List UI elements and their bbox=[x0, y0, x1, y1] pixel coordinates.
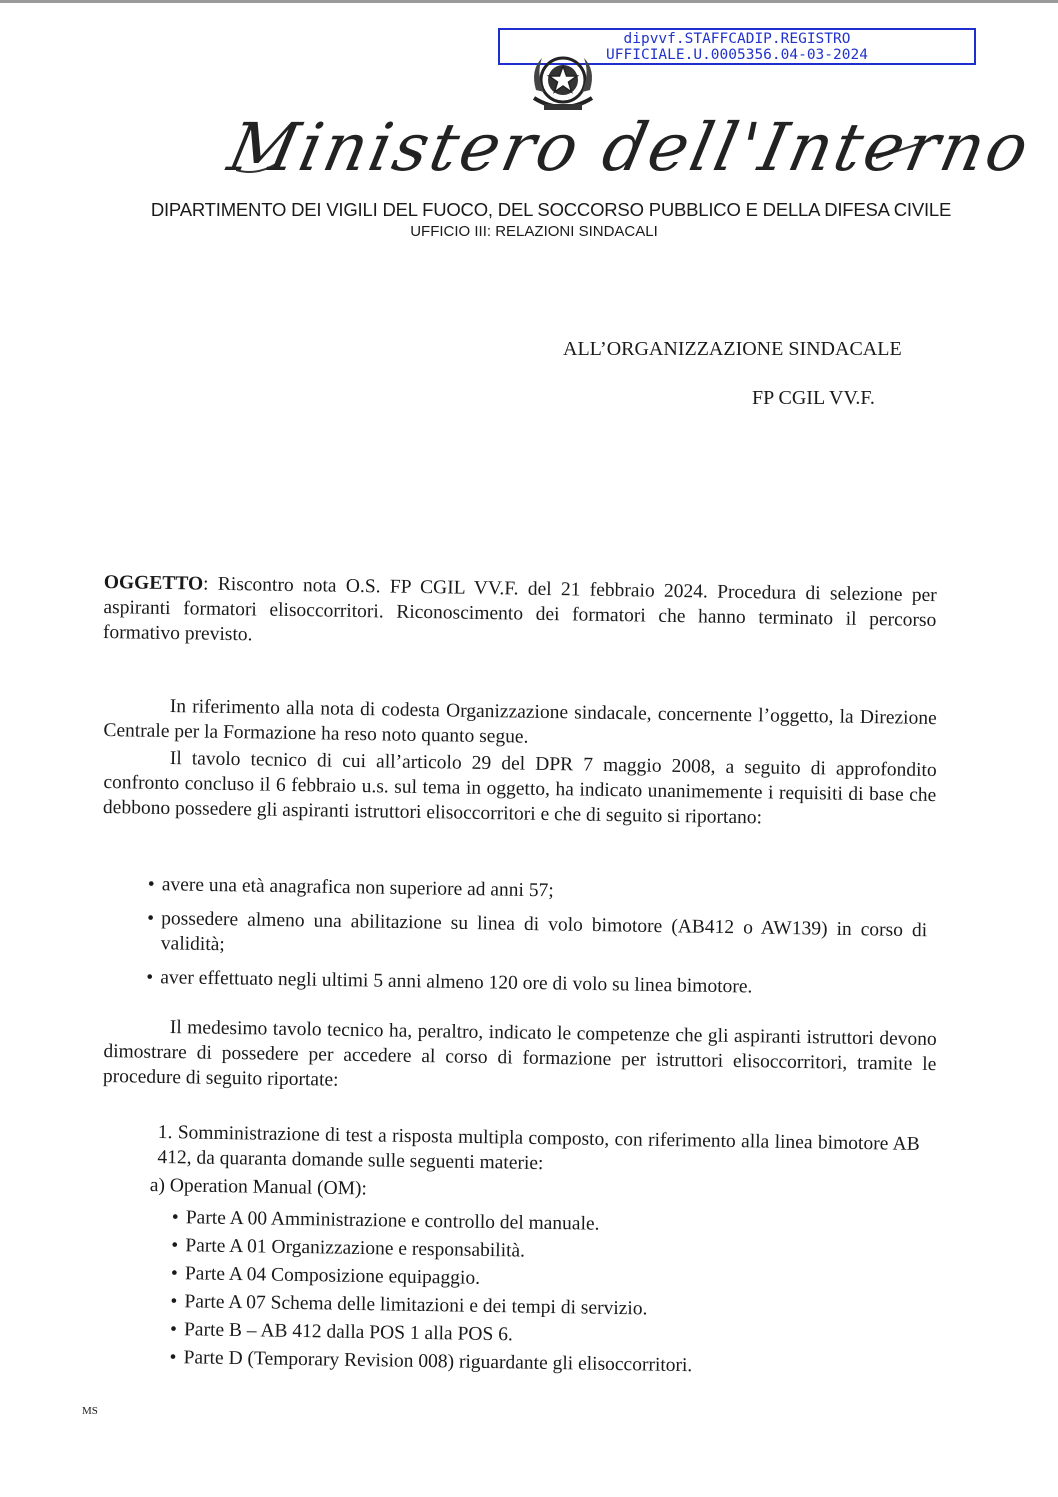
paragraph-1: In riferimento alla nota di codesta Organizzazione sindacale, concernente l’oggetto, la Direzione Centrale per la Formazione ha reso noto quanto segue. bbox=[103, 696, 937, 748]
list-item: • aver effettuato negli ultimi 5 anni almeno 120 ore di volo su linea bimotore. bbox=[146, 966, 753, 998]
stamp-line-1: dipvvf.STAFFCADIP.REGISTRO bbox=[623, 31, 851, 47]
bullet-icon: • bbox=[147, 907, 155, 930]
bullet-icon: • bbox=[147, 873, 155, 896]
ministry-title bbox=[221, 108, 1038, 188]
author-initials: MS bbox=[82, 1405, 98, 1417]
office-name: UFFICIO III: RELAZIONI SINDACALI bbox=[410, 223, 658, 240]
recipient-organization: ALL’ORGANIZZAZIONE SINDACALE bbox=[563, 338, 902, 360]
recipient-name: FP CGIL VV.F. bbox=[752, 387, 875, 409]
paragraph-3: Il medesimo tavolo tecnico ha, peraltro, indicato le competenze che gli aspiranti istruttori devono dimostrare di possedere per accedere al corso di formazione per istruttori elisoccorritori, tramite le procedure di seguito riportate: bbox=[102, 1017, 937, 1091]
subject-label: OGGETTO bbox=[103, 571, 204, 595]
list-item: • Parte B – AB 412 dalla POS 1 alla POS 6. bbox=[169, 1318, 513, 1346]
list-item: • Parte A 01 Organizzazione e responsabilità. bbox=[171, 1234, 526, 1262]
bullet-icon: • bbox=[171, 1234, 179, 1257]
list-item: • Parte A 04 Composizione equipaggio. bbox=[170, 1262, 481, 1289]
om-parts-list bbox=[169, 1205, 872, 1384]
bullet-icon: • bbox=[169, 1346, 177, 1369]
numbered-item-1 bbox=[157, 1120, 920, 1182]
subject-paragraph bbox=[103, 570, 937, 658]
sub-item-a: a) Operation Manual (OM): bbox=[149, 1174, 368, 1200]
bullet-icon: • bbox=[146, 966, 154, 989]
bullet-icon: • bbox=[169, 1318, 178, 1341]
department-name: DIPARTIMENTO DEI VIGILI DEL FUOCO, DEL SOCCORSO PUBBLICO E DELLA DIFESA CIVILE bbox=[150, 199, 952, 220]
list-item: • avere una età anagrafica non superiore ad anni 57; bbox=[147, 873, 554, 902]
subject-text: : Riscontro nota O.S. FP CGIL VV.F. del 21 febbraio 2024. Procedura di selezione per aspiranti formatori elisoccorritori. Riconoscimento dei formatori che hanno terminato il percorso formativo previsto. bbox=[102, 573, 937, 646]
list-item: • Parte D (Temporary Revision 008) riguardante gli elisoccorritori. bbox=[169, 1346, 693, 1377]
stamp-line-2: UFFICIALE.U.0005356.04-03-2024 bbox=[606, 47, 868, 63]
numbered-item-text: 1. Somministrazione di test a risposta multipla composto, con riferimento alla linea bimotore AB 412, da quaranta domande sulle seguenti materie: bbox=[157, 1121, 920, 1175]
ministry-title-text: Ministero dell'Interno bbox=[221, 109, 1038, 186]
list-item: • possedere almeno una abilitazione su linea di volo bimotore (AB412 o AW139) in corso di validità; bbox=[147, 907, 928, 956]
requirements-list bbox=[146, 872, 928, 1011]
bullet-icon: • bbox=[170, 1262, 178, 1285]
list-item: • Parte A 07 Schema delle limitazioni e dei tempi di servizio. bbox=[170, 1290, 648, 1320]
bullet-icon: • bbox=[171, 1206, 179, 1229]
scan-edge bbox=[0, 0, 1058, 3]
list-item: • Parte A 00 Amministrazione e controllo del manuale. bbox=[171, 1206, 600, 1235]
paragraph-2: Il tavolo tecnico di cui all’articolo 29 del DPR 7 maggio 2008, a seguito di approfondito confronto concluso il 6 febbraio u.s. sul tema in oggetto, ha indicato unanimemente i requisiti di base che debbono possedere gli aspiranti istruttori elisoccorritori e che di seguito si riportano: bbox=[102, 748, 937, 829]
bullet-icon: • bbox=[170, 1290, 178, 1313]
